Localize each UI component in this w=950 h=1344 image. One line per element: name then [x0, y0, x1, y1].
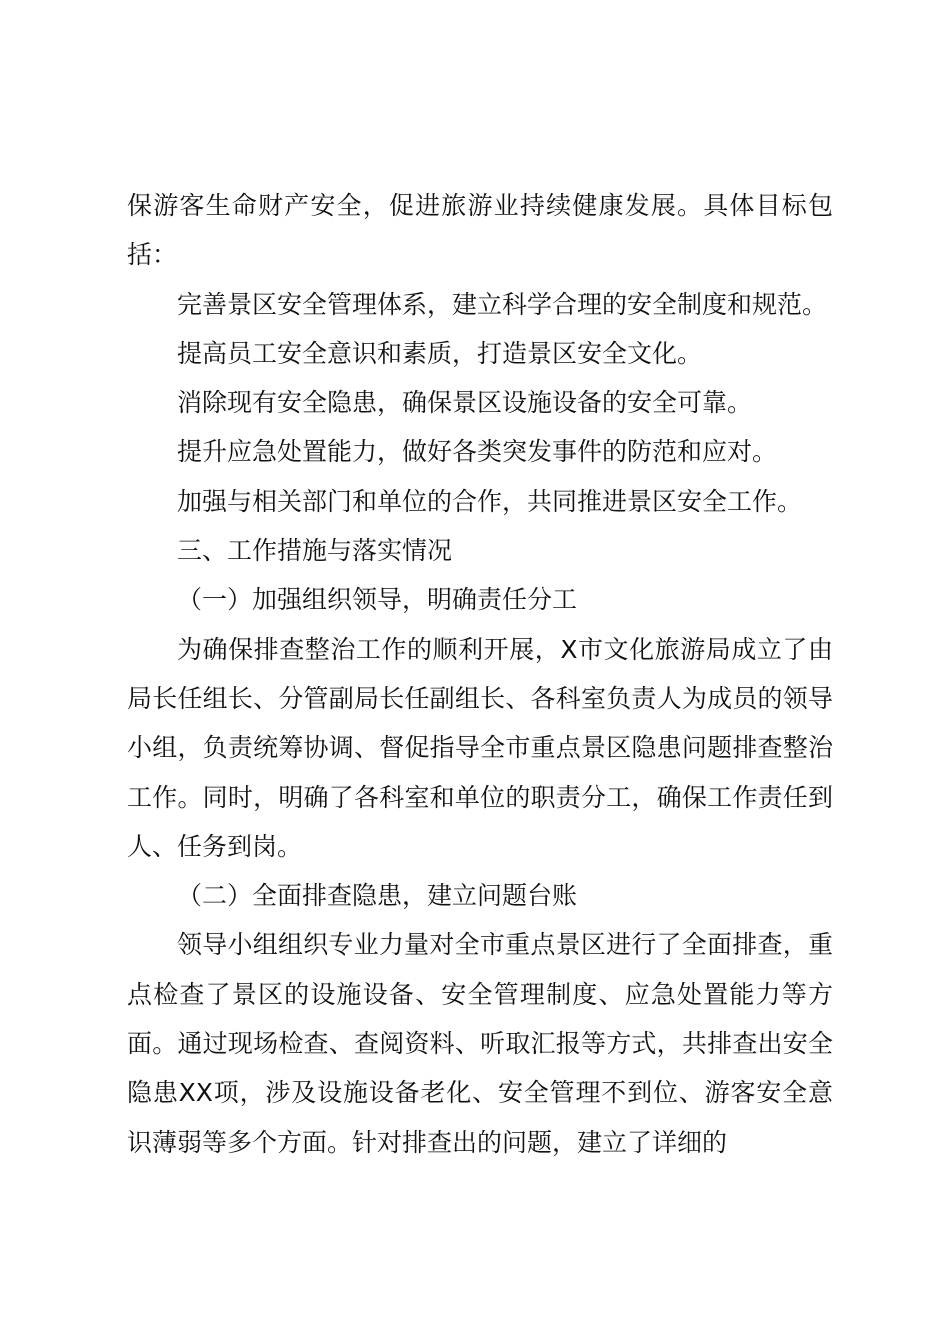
paragraph-goal-intro: 保游客生命财产安全，促进旅游业持续健康发展。具体目标包括：: [127, 191, 833, 270]
paragraph-goal-4: 提升应急处置能力，做好各类突发事件的防范和应对。: [177, 437, 778, 467]
paragraph-goal-1: 完善景区安全管理体系，建立科学合理的安全制度和规范。: [177, 289, 828, 319]
paragraph-goal-3: 消除现有安全隐患，确保景区设施设备的安全可靠。: [177, 388, 753, 418]
subsection-heading-1: （一）加强组织领导，明确责任分工: [177, 585, 578, 615]
section-heading-3: 三、工作措施与落实情况: [177, 536, 453, 566]
paragraph-organization: 为确保排查整治工作的顺利开展，X市文化旅游局成立了由局长任组长、分管副局长任副组长、各科室负责人为成员的领导小组，负责统筹协调、督促指导全市重点景区隐患问题排查整治工作。同时，明确了各科室和单位的职责分工，确保工作责任到人、任务到岗。: [127, 634, 833, 861]
document-body: [127, 181, 833, 1167]
subsection-heading-2: （二）全面排查隐患，建立问题台账: [177, 881, 578, 911]
paragraph-goal-5: 加强与相关部门和单位的合作，共同推进景区安全工作。: [177, 486, 803, 516]
paragraph-inspection: 领导小组组织专业力量对全市重点景区进行了全面排查，重点检查了景区的设施设备、安全管理制度、应急处置能力等方面。通过现场检查、查阅资料、听取汇报等方式，共排查出安全隐患XX项，涉及设施设备老化、安全管理不到位、游客安全意识薄弱等多个方面。针对排查出的问题，建立了详细的: [127, 930, 833, 1157]
paragraph-goal-2: 提高员工安全意识和素质，打造景区安全文化。: [177, 338, 703, 368]
